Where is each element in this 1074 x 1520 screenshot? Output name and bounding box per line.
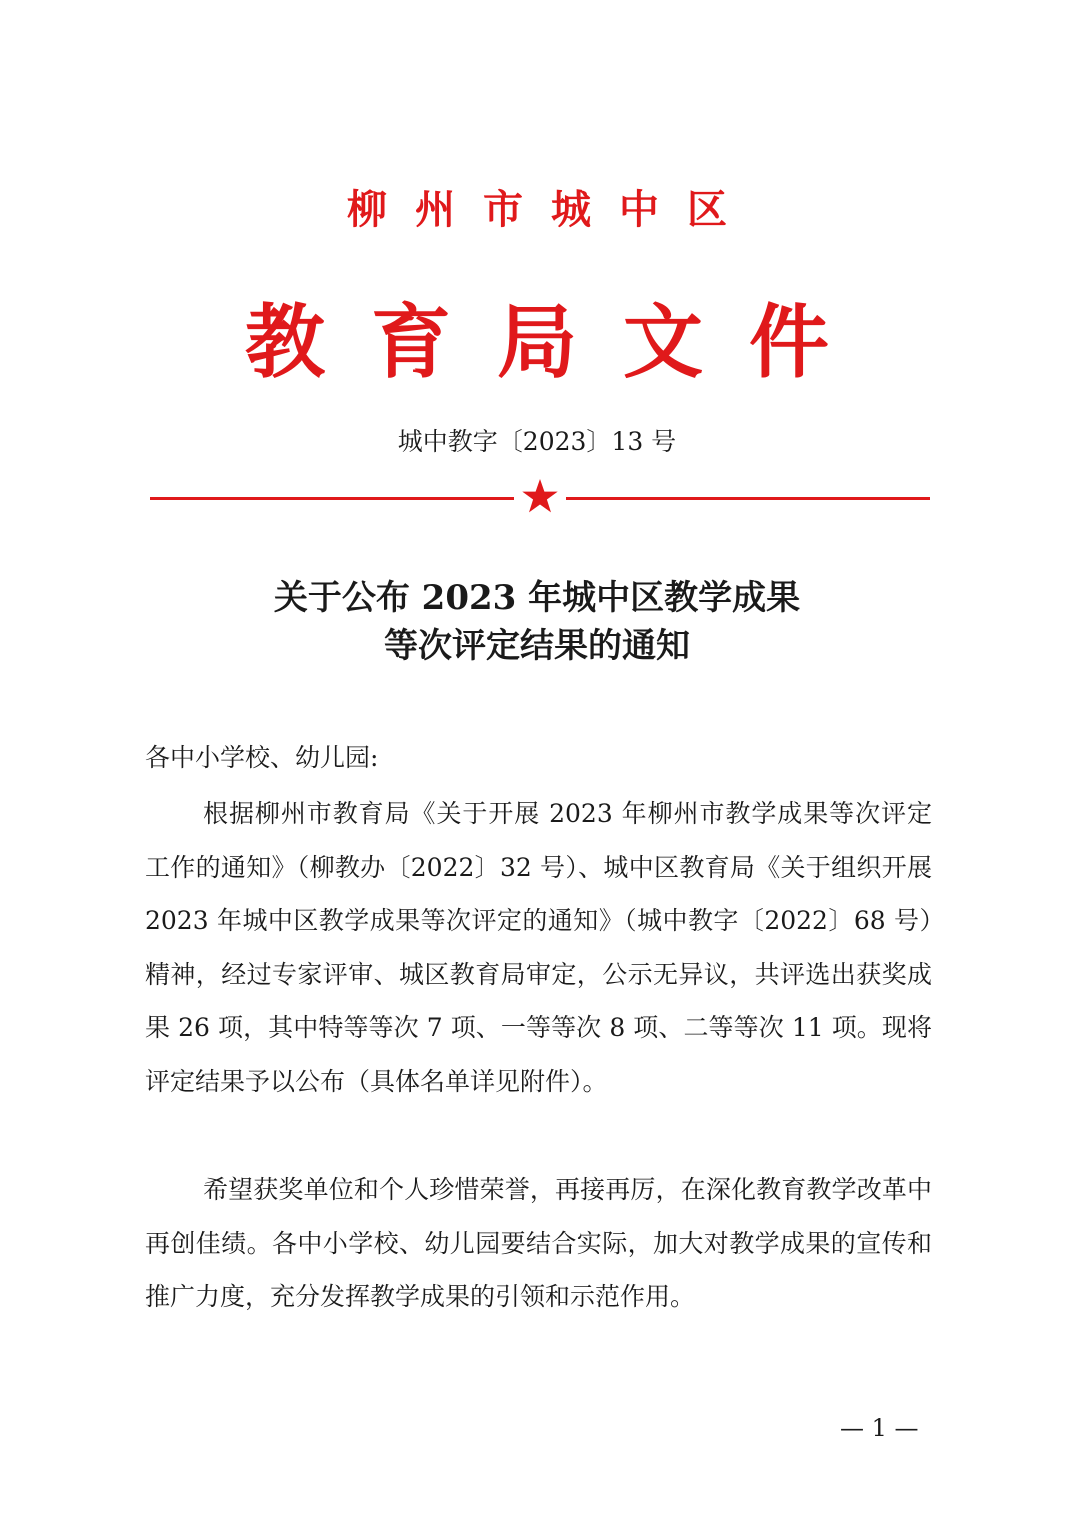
document-number: 城中教字〔2023〕13 号 [397,427,677,456]
page-number: — 1 — [840,1414,919,1442]
document-title [0,574,1074,670]
divider-line-left [150,497,514,500]
star-icon [521,478,559,516]
title-line-1: 关于公布 2023 年城中区教学成果 [273,578,801,618]
title-line-2: 等次评定结果的通知 [384,626,690,666]
body-paragraph-1: 根据柳州市教育局《关于开展 2023 年柳州市教学成果等次评定工作的通知》（柳教办〔2022〕32 号）、城中区教育局《关于组织开展 2023 年城中区教学成果等次评定的通知》（城中教字〔2022〕68 号）精神，经过专家评审、城区教育局审定，公示无异议，共评选出获奖成果 26 项，其中特等等次 7 项、一等等次 8 项、二等等次 11 项。现将评定结果予以公布（具体名单详见附件）。 [145,799,932,1096]
salutation: 各中小学校、幼儿园: [145,743,379,772]
issuing-org-line2: 教育局文件 [245,295,875,389]
divider-line-right [566,497,930,500]
body-paragraph-2: 希望获奖单位和个人珍惜荣誉，再接再厉，在深化教育教学改革中再创佳绩。各中小学校、幼儿园要结合实际，加大对教学成果的宣传和推广力度，充分发挥教学成果的引领和示范作用。 [145,1175,932,1311]
issuing-org-line1: 柳州市城中区 [347,186,755,233]
red-divider [150,478,930,518]
